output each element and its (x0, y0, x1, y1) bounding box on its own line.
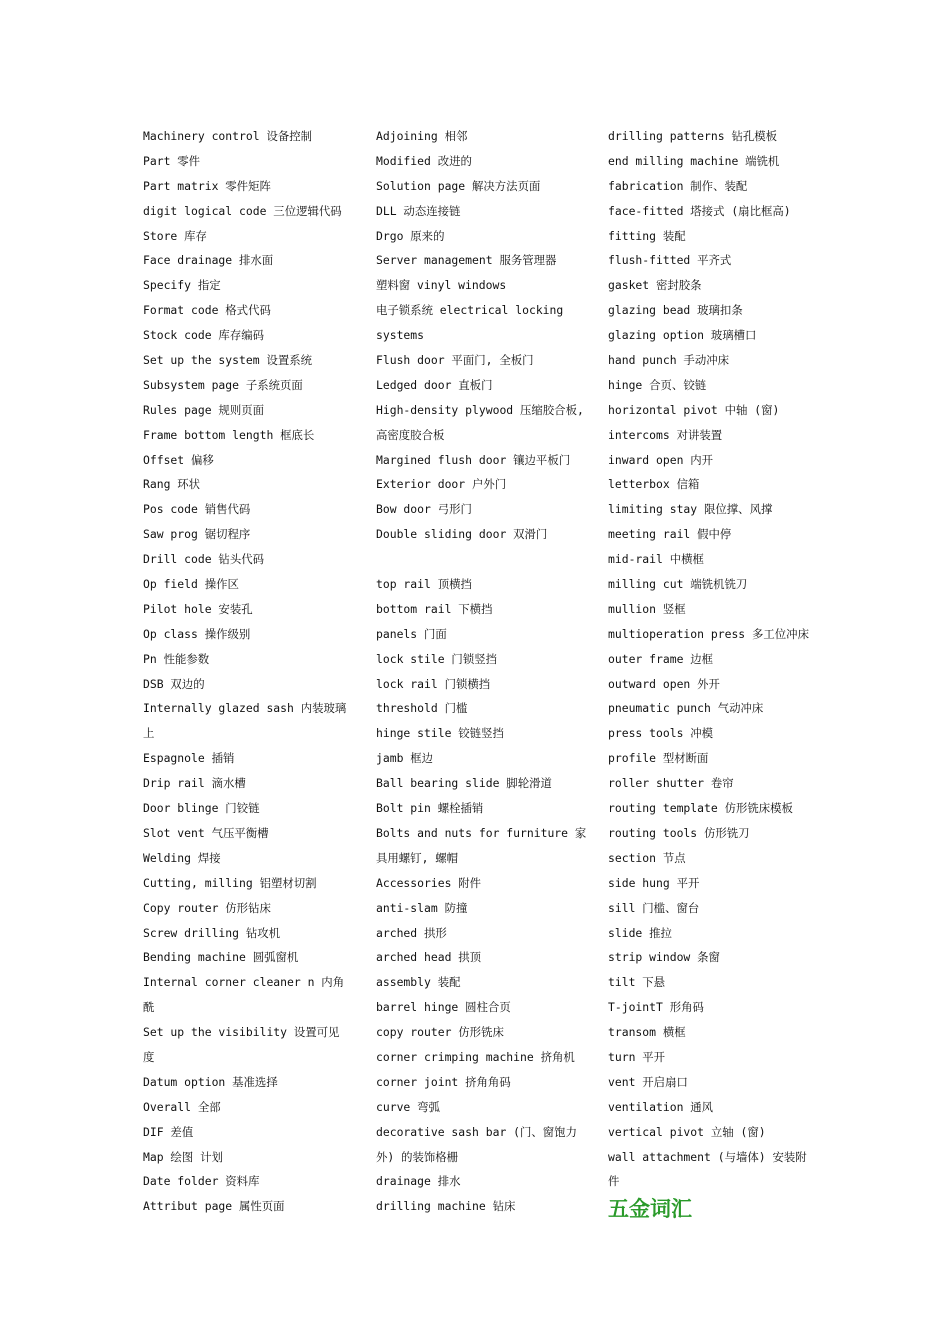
glossary-line: Drill code 钻头代码 (143, 552, 264, 567)
glossary-column-2 (376, 124, 586, 1219)
glossary-line: Rang 环状 (143, 477, 201, 492)
glossary-line: Door blinge 门铰链 (143, 801, 260, 816)
glossary-line: curve 弯弧 (376, 1099, 440, 1114)
glossary-line: Ball bearing slide 脚轮滑道 (376, 776, 552, 791)
glossary-line: routing template 仿形铣床模板 (608, 801, 793, 816)
glossary-line: Margined flush door 镶边平板门 (376, 452, 571, 467)
glossary-line: T-jointT 形角码 (608, 1000, 704, 1015)
glossary-line: Datum option 基准选择 (143, 1074, 278, 1089)
glossary-line: flush-fitted 平齐式 (608, 253, 732, 268)
glossary-line: Internally glazed sash 内装玻璃 (143, 701, 347, 716)
glossary-column-3 (608, 124, 818, 1223)
glossary-line: copy router 仿形铣床 (376, 1025, 504, 1040)
glossary-line: outward open 外开 (608, 676, 720, 691)
glossary-line: jamb 框边 (376, 751, 434, 766)
glossary-line: lock rail 门锁横挡 (376, 676, 491, 691)
glossary-line: Solution page 解决方法页面 (376, 178, 541, 193)
glossary-line: outer frame 边框 (608, 651, 714, 666)
glossary-line: 具用螺钉, 螺帽 (376, 850, 459, 865)
glossary-line: Espagnole 插销 (143, 751, 235, 766)
glossary-line: meeting rail 假中停 (608, 527, 732, 542)
glossary-line: Welding 焊接 (143, 850, 221, 865)
glossary-line: threshold 门槛 (376, 701, 468, 716)
glossary-line: vertical pivot 立轴 (窗) (608, 1124, 766, 1139)
glossary-line: 高密度胶合板 (376, 427, 445, 442)
glossary-line: Date folder 资料库 (143, 1174, 260, 1189)
glossary-line: Overall 全部 (143, 1099, 221, 1114)
glossary-column-1 (143, 124, 353, 1219)
glossary-line: Internal corner cleaner n 内角 (143, 975, 345, 990)
glossary-line: Bolt pin 螺栓插销 (376, 801, 484, 816)
glossary-line: arched head 拱顶 (376, 950, 482, 965)
glossary-line: routing tools 仿形铣刀 (608, 825, 750, 840)
glossary-line: pneumatic punch 气动冲床 (608, 701, 764, 716)
glossary-line: Part matrix 零件矩阵 (143, 178, 271, 193)
glossary-line: end milling machine 端铣机 (608, 153, 780, 168)
glossary-line: Stock code 库存编码 (143, 328, 264, 343)
glossary-line: Set up the system 设置系统 (143, 353, 313, 368)
glossary-line: DIF 差值 (143, 1124, 194, 1139)
glossary-line: milling cut 端铣机铣刀 (608, 577, 748, 592)
glossary-line: fabrication 制作、装配 (608, 178, 748, 193)
glossary-line: gasket 密封胶条 (608, 278, 702, 293)
glossary-line: DLL 动态连接链 (376, 203, 461, 218)
glossary-line: Drgo 原来的 (376, 228, 445, 243)
glossary-line: 上 (143, 726, 155, 741)
glossary-line: arched 拱形 (376, 925, 447, 940)
glossary-line: mullion 竖框 (608, 601, 686, 616)
glossary-line: Subsystem page 子系统页面 (143, 377, 303, 392)
glossary-line: Pilot hole 安装孔 (143, 601, 253, 616)
glossary-line: systems (376, 328, 425, 343)
glossary-line: 电子锁系统 electrical locking (376, 303, 564, 318)
glossary-line: Part 零件 (143, 153, 201, 168)
glossary-line: Cutting, milling 铝塑材切割 (143, 875, 317, 890)
glossary-line: corner crimping machine 挤角机 (376, 1049, 575, 1064)
glossary-line: Saw prog 锯切程序 (143, 527, 251, 542)
section-heading: 五金词汇 (608, 1196, 692, 1222)
glossary-line: Adjoining 相邻 (376, 129, 468, 143)
glossary-line: 酰 (143, 1000, 155, 1015)
glossary-line: Pos code 销售代码 (143, 502, 251, 517)
glossary-line: Modified 改进的 (376, 153, 472, 168)
glossary-line: slide 推拉 (608, 925, 672, 940)
glossary-line: turn 平开 (608, 1049, 666, 1064)
glossary-line: transom 横框 (608, 1025, 686, 1040)
glossary-line: fitting 装配 (608, 228, 686, 243)
glossary-line: multioperation press 多工位冲床 (608, 626, 809, 641)
glossary-line: glazing option 玻璃槽口 (608, 328, 757, 343)
glossary-line: Offset 偏移 (143, 452, 214, 467)
glossary-line: Server management 服务管理器 (376, 253, 557, 268)
glossary-line: strip window 条窗 (608, 950, 720, 965)
glossary-line: hinge 合页、铰链 (608, 377, 707, 392)
glossary-line: digit logical code 三位逻辑代码 (143, 203, 342, 218)
glossary-line: panels 门面 (376, 626, 447, 641)
glossary-line: wall attachment (与墙体) 安装附 (608, 1149, 807, 1164)
glossary-line: Double sliding door 双滑门 (376, 527, 548, 542)
glossary-line: inward open 内开 (608, 452, 714, 467)
glossary-line: drilling patterns 钻孔模板 (608, 129, 778, 143)
glossary-line: press tools 冲模 (608, 726, 714, 741)
glossary-line: hinge stile 铰链竖挡 (376, 726, 504, 741)
glossary-line: corner joint 挤角角码 (376, 1074, 511, 1089)
glossary-line: Accessories 附件 (376, 875, 482, 890)
glossary-line: roller shutter 卷帘 (608, 776, 734, 791)
glossary-line: Flush door 平面门, 全板门 (376, 353, 534, 368)
glossary-line: Bending machine 圆弧窗机 (143, 950, 299, 965)
glossary-line: 外) 的装饰格栅 (376, 1149, 459, 1164)
glossary-line: Rules page 规则页面 (143, 402, 264, 417)
glossary-line: Screw drilling 钻攻机 (143, 925, 281, 940)
glossary-line: bottom rail 下横挡 (376, 601, 493, 616)
glossary-line: mid-rail 中横框 (608, 552, 704, 567)
glossary-line: tilt 下悬 (608, 975, 666, 990)
glossary-line: Drip rail 滴水槽 (143, 776, 246, 791)
glossary-line: assembly 装配 (376, 975, 461, 990)
glossary-line: Machinery control 设备控制 (143, 129, 313, 143)
glossary-line: top rail 顶横挡 (376, 577, 472, 592)
glossary-line: lock stile 门锁竖挡 (376, 651, 497, 666)
glossary-line: drilling machine 钻床 (376, 1199, 516, 1214)
glossary-line: 件 (608, 1174, 620, 1189)
glossary-line: Op class 操作级别 (143, 626, 251, 641)
glossary-line: glazing bead 玻璃扣条 (608, 303, 743, 318)
glossary-line: Specify 指定 (143, 278, 221, 293)
glossary-line: Ledged door 直板门 (376, 377, 493, 392)
glossary-line: Store 库存 (143, 228, 207, 243)
glossary-line: DSB 双边的 (143, 676, 205, 691)
glossary-line: limiting stay 限位撑、风撑 (608, 502, 773, 517)
glossary-line: Attribut page 属性页面 (143, 1199, 285, 1214)
glossary-line: profile 型材断面 (608, 751, 709, 766)
glossary-line: horizontal pivot 中轴 (窗) (608, 402, 780, 417)
glossary-line: Pn 性能参数 (143, 651, 210, 666)
glossary-line: Format code 格式代码 (143, 303, 271, 318)
glossary-line: Slot vent 气压平衡槽 (143, 825, 269, 840)
glossary-line: Op field 操作区 (143, 577, 239, 592)
glossary-line: section 节点 (608, 850, 686, 865)
glossary-line: anti-slam 防撞 (376, 900, 468, 915)
glossary-line (376, 547, 586, 572)
glossary-line: ventilation 通风 (608, 1099, 714, 1114)
glossary-line: Copy router 仿形钻床 (143, 900, 271, 915)
glossary-line: High-density plywood 压缩胶合板, (376, 402, 584, 417)
glossary-line: Set up the visibility 设置可见 (143, 1025, 340, 1040)
glossary-line: Exterior door 户外门 (376, 477, 507, 492)
glossary-line: Bow door 弓形门 (376, 502, 472, 517)
glossary-line: Bolts and nuts for furniture 家 (376, 825, 586, 840)
glossary-line: barrel hinge 圆柱合页 (376, 1000, 511, 1015)
glossary-line: decorative sash bar (门、窗饱力 (376, 1124, 577, 1139)
glossary-line: 度 (143, 1049, 155, 1064)
glossary-line: 塑料窗 vinyl windows (376, 278, 507, 293)
glossary-line: vent 开启扇口 (608, 1074, 688, 1089)
glossary-line: Frame bottom length 框底长 (143, 427, 315, 442)
glossary-line: face-fitted 塔接式 (扇比框高) (608, 203, 791, 218)
glossary-line: letterbox 信箱 (608, 477, 700, 492)
glossary-line: hand punch 手动冲床 (608, 353, 729, 368)
glossary-line: sill 门槛、窗台 (608, 900, 700, 915)
glossary-line: Face drainage 排水面 (143, 253, 274, 268)
glossary-line: side hung 平开 (608, 875, 700, 890)
glossary-line: drainage 排水 (376, 1174, 461, 1189)
glossary-line: intercoms 对讲装置 (608, 427, 723, 442)
glossary-line: Map 绘图 计划 (143, 1149, 223, 1164)
